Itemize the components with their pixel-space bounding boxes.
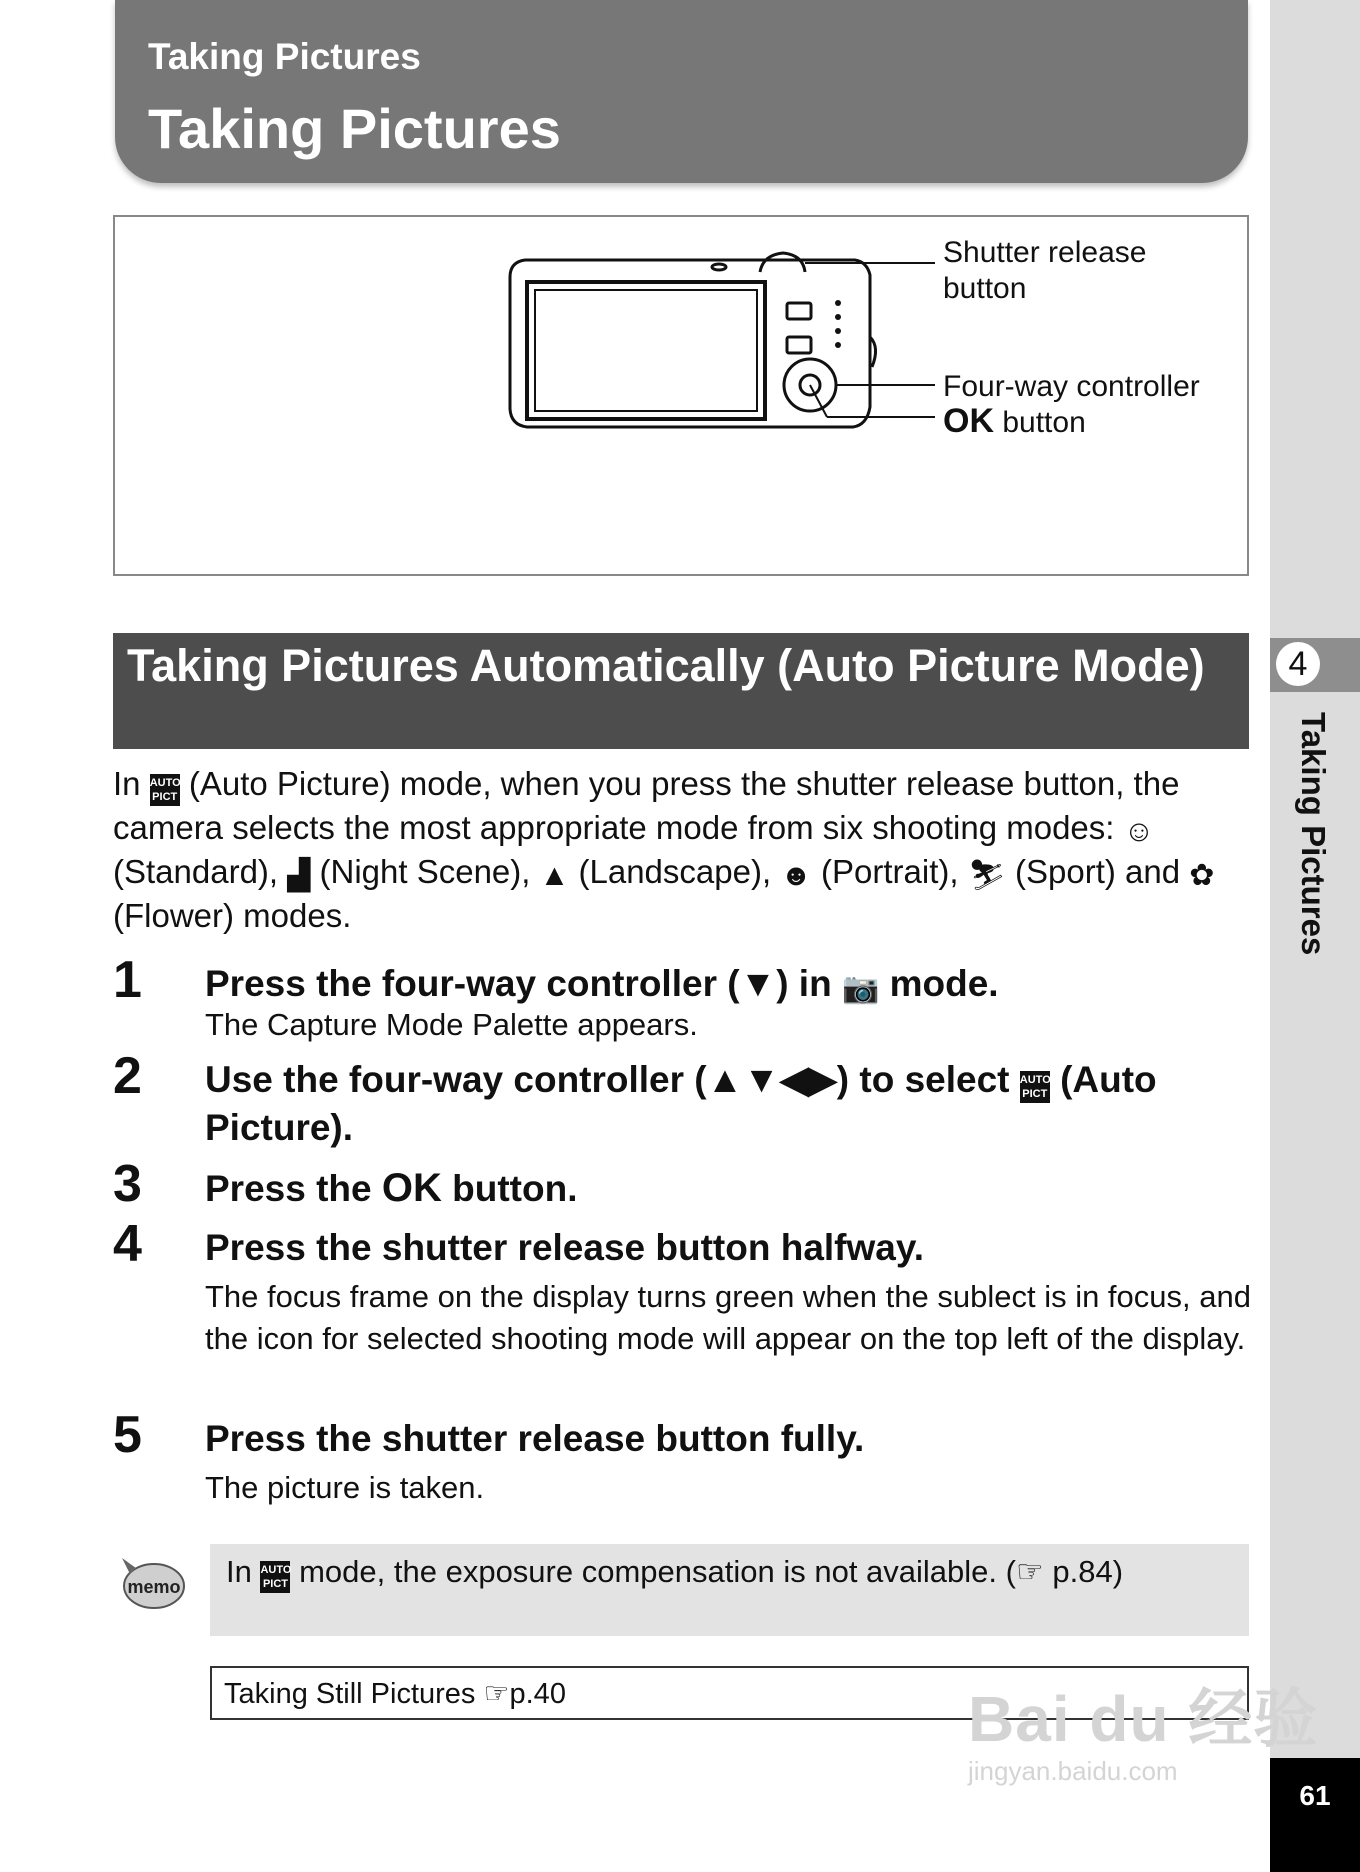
- step-description: The Capture Mode Palette appears.: [205, 1007, 698, 1042]
- memo-note: In AUTO PICT mode, the exposure compensation is not available. (☞ p.84): [210, 1544, 1249, 1636]
- reference-page-link[interactable]: p.40: [509, 1678, 566, 1710]
- intro-standard: (Standard),: [113, 853, 279, 890]
- intro-portrait: (Portrait),: [821, 853, 959, 890]
- pointing-hand-icon: ☞: [1015, 1554, 1044, 1589]
- landscape-icon: ▲: [539, 859, 570, 892]
- sport-icon: ⛷: [967, 859, 1006, 892]
- portrait-icon: ☻: [780, 859, 812, 892]
- intro-landscape: (Landscape),: [578, 853, 772, 890]
- step-number: 4: [113, 1215, 142, 1273]
- auto-picture-icon: AUTO PICT: [1020, 1071, 1050, 1103]
- step-number: 3: [113, 1155, 142, 1213]
- camera-diagram: [113, 215, 1249, 576]
- ok-callout: [943, 403, 1086, 441]
- fourway-callout: Four-way controller: [943, 370, 1200, 403]
- shutter-label-line1: Shutter release: [943, 236, 1147, 269]
- page-title: Taking Pictures: [148, 97, 561, 160]
- step-description: The picture is taken.: [205, 1470, 485, 1505]
- ok-symbol: OK: [943, 402, 994, 440]
- auto-picture-icon: AUTO PICT: [260, 1561, 290, 1593]
- step-title: Press the OK button.: [205, 1166, 578, 1210]
- shutter-callout: [943, 235, 1146, 307]
- intro-and: and: [1125, 853, 1181, 890]
- flower-icon: ✿: [1189, 859, 1215, 892]
- section-heading: Taking Pictures Automatically (Auto Picture Mode): [113, 633, 1249, 749]
- camera-icon: 📷: [841, 972, 880, 1005]
- intro-night: (Night Scene),: [319, 853, 531, 890]
- step-number: 1: [113, 951, 142, 1009]
- chapter-title-vertical: Taking Pictures: [1295, 712, 1332, 956]
- pointing-hand-icon: ☞: [483, 1678, 510, 1710]
- intro-in: In: [113, 765, 141, 802]
- memo-icon: [116, 1552, 186, 1612]
- ok-symbol: OK: [381, 1166, 442, 1210]
- ok-label: button: [1002, 406, 1086, 439]
- step-number: 2: [113, 1047, 142, 1105]
- shutter-button-shape: [760, 253, 805, 272]
- camera-body-outline: [510, 260, 870, 427]
- step-title: Press the shutter release button halfway.: [205, 1227, 924, 1268]
- smiley-icon: ☺: [1123, 815, 1155, 848]
- step-description: The focus frame on the display turns green when the sublect is in focus, and the icon for selected shooting mode will appear on the top left of the display.: [205, 1279, 1251, 1356]
- step-title: Press the four-way controller (▼) in 📷 mode.: [205, 963, 999, 1005]
- reference-text: Taking Still Pictures: [224, 1678, 476, 1710]
- page-number: 61: [1270, 1758, 1360, 1872]
- auto-picture-icon: AUTO PICT: [150, 774, 180, 806]
- intro-auto-text: (Auto Picture) mode, when you press the shutter release button, the camera selects the most appropriate mode from six shooting modes:: [113, 765, 1180, 846]
- header-section-label: Taking Pictures: [148, 36, 421, 77]
- step-title: Press the shutter release button fully.: [205, 1418, 865, 1459]
- night-scene-icon: ▟: [287, 859, 311, 892]
- intro-paragraph: [113, 762, 1248, 938]
- baidu-watermark: Bai du 经验 jingyan.baidu.com: [968, 1683, 1319, 1786]
- lcd-screen: [527, 282, 765, 419]
- intro-flower: (Flower) modes.: [113, 897, 352, 934]
- shutter-label-line2: button: [943, 272, 1027, 305]
- chapter-number: 4: [1276, 642, 1320, 686]
- memo-page-ref[interactable]: p.84): [1052, 1554, 1124, 1589]
- menu-button-shape: [787, 303, 811, 319]
- step-title: Use the four-way controller (▲▼◀▶) to select AUTO PICT (Auto Picture).: [205, 1059, 1157, 1148]
- step-number: 5: [113, 1406, 142, 1464]
- playback-button-shape: [787, 337, 811, 353]
- svg-text:memo: memo: [127, 1577, 181, 1597]
- intro-sport: (Sport): [1015, 853, 1116, 890]
